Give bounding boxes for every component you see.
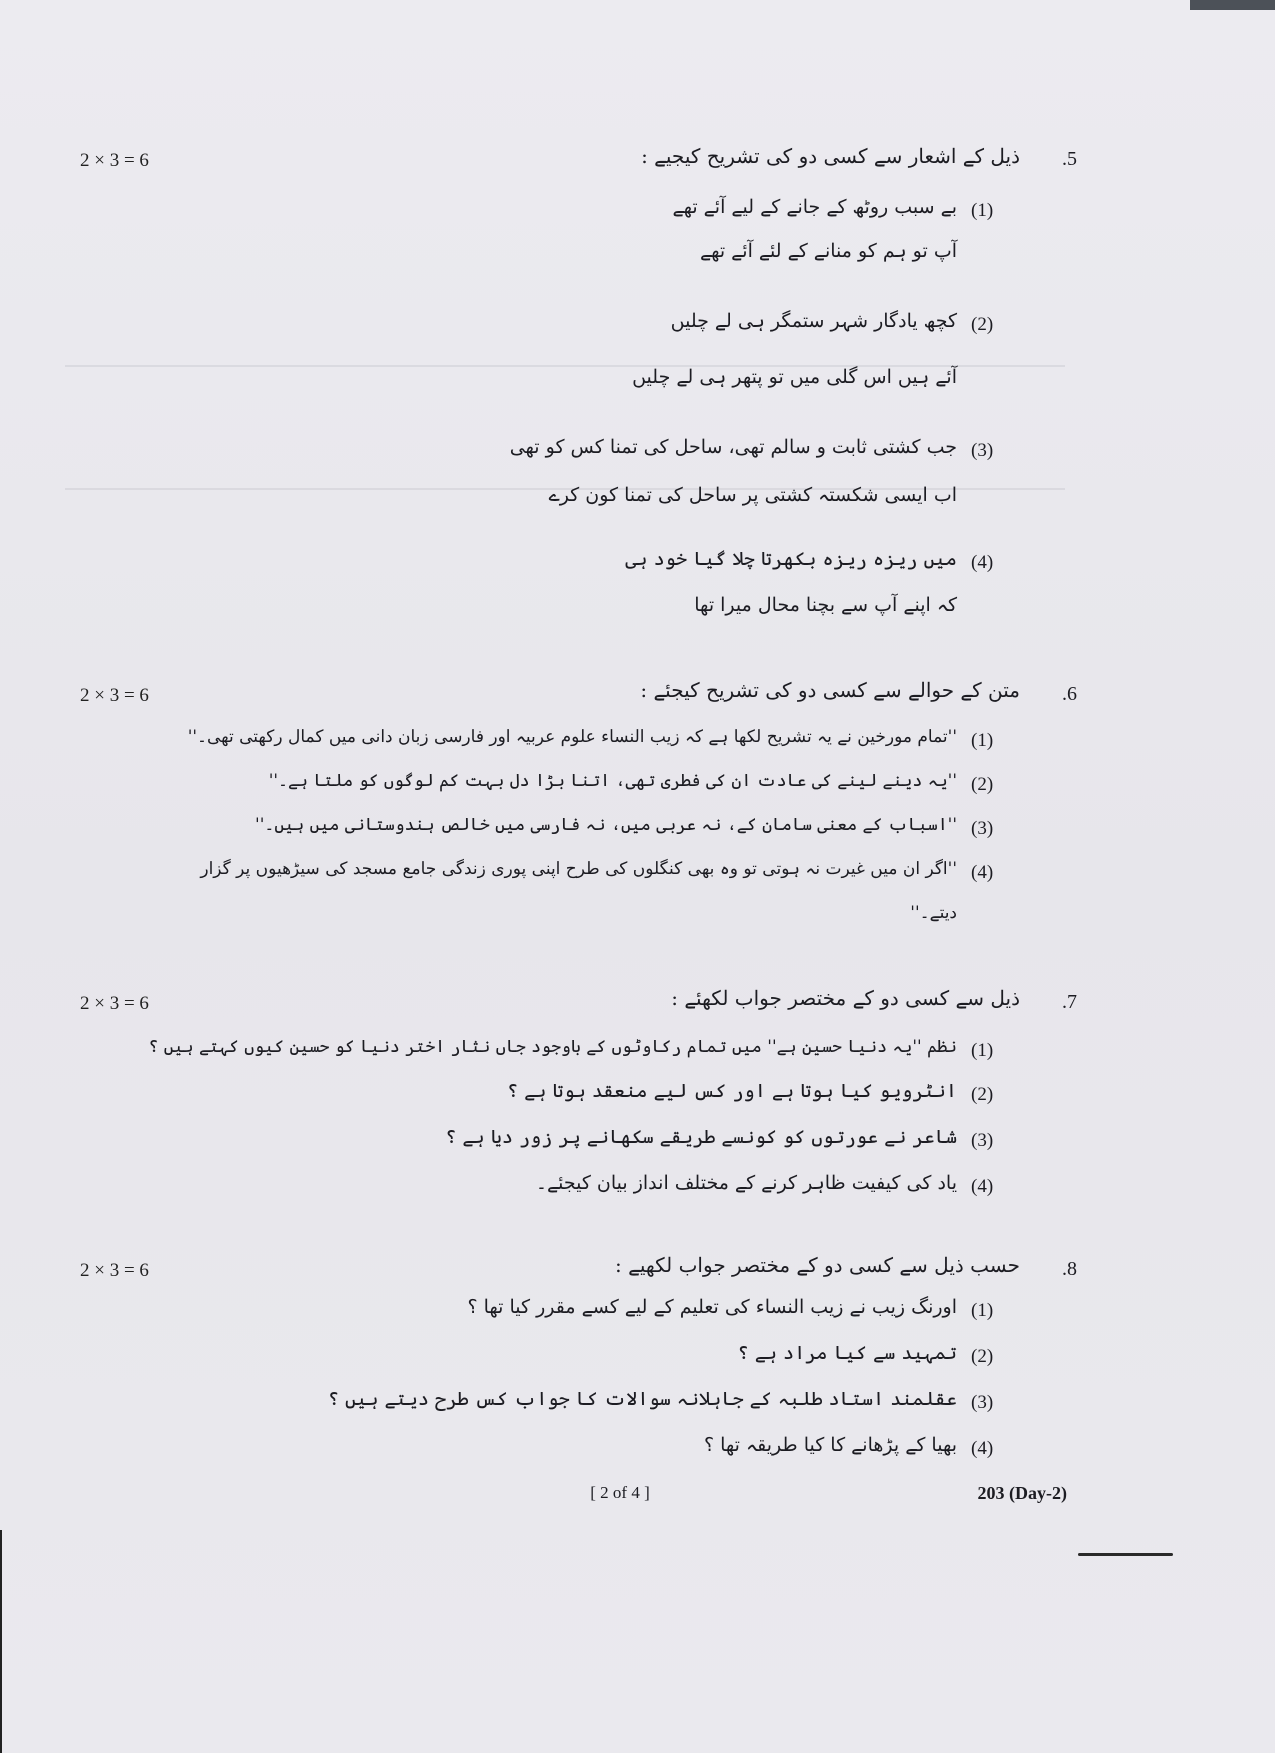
option-number: (3)	[971, 440, 994, 461]
verse-line: اب ایسی شکستہ کشتی پر ساحل کی تمنا کون کرے	[548, 484, 957, 506]
option-number: (2)	[971, 1346, 994, 1367]
marks-label: 2 × 3 = 6	[80, 150, 149, 171]
verse-line: کچھ یادگار شہر ستمگر ہی لے چلیں	[670, 310, 957, 332]
verse-line: کہ اپنے آپ سے بچنا محال میرا تھا	[694, 594, 957, 616]
option-number: (4)	[971, 862, 994, 883]
question-line: شاعر نے عورتوں کو کونسے طریقے سکھانے پر زور دیا ہے ؟	[445, 1126, 957, 1148]
marks-label: 2 × 3 = 6	[80, 993, 149, 1014]
verse-line: بے سبب روٹھ کے جانے کے لیے آئے تھے	[672, 196, 957, 218]
question-line: اورنگ زیب نے زیب النساء کی تعلیم کے لیے کسے مقرر کیا تھا ؟	[467, 1296, 957, 1318]
corner-scan-mark	[1190, 0, 1275, 10]
quote-line: ''اگر ان میں غیرت نہ ہوتی تو وہ بھی کنگلوں کی طرح اپنی پوری زندگی جامع مسجد کی سیڑھیوں پر گزار	[200, 859, 957, 879]
option-number: (2)	[971, 314, 994, 335]
pen-stroke	[1078, 1553, 1173, 1556]
option-number: (4)	[971, 552, 994, 573]
option-number: (1)	[971, 1300, 994, 1321]
question-number: .8	[1062, 1258, 1077, 1280]
option-number: (2)	[971, 774, 994, 795]
option-number: (1)	[971, 730, 994, 751]
question-heading: ذیل کے اشعار سے کسی دو کی تشریح کیجیے :	[641, 144, 1020, 168]
verse-line: جب کشتی ثابت و سالم تھی، ساحل کی تمنا کس کو تھی	[509, 436, 957, 458]
option-number: (2)	[971, 1084, 994, 1105]
question-line: بھیا کے پڑھانے کا کیا طریقہ تھا ؟	[704, 1434, 957, 1456]
quote-line: ''اسباب کے معنی سامان کے، نہ عربی میں، نہ فارسی میں خالص ہندوستانی میں ہیں۔''	[255, 815, 957, 835]
question-heading: متن کے حوالے سے کسی دو کی تشریح کیجئے :	[640, 678, 1020, 702]
question-line: یاد کی کیفیت ظاہر کرنے کے مختلف انداز بیان کیجئے۔	[535, 1172, 957, 1194]
question-line: نظم ''یہ دنیا حسین ہے'' میں تمام رکاوٹوں کے باوجود جاں نثار اختر دنیا کو حسین کیوں کہتے ہیں ؟	[148, 1037, 957, 1057]
option-number: (4)	[971, 1176, 994, 1197]
option-number: (1)	[971, 200, 994, 221]
quote-line: ''تمام مورخین نے یہ تشریح لکھا ہے کہ زیب النساء علوم عربیہ اور فارسی زبان دانی میں کمال رکھتی تھی۔''	[187, 727, 957, 747]
quote-line: دیتے۔''	[910, 903, 957, 923]
paper-code: 203 (Day-2)	[977, 1483, 1067, 1503]
option-number: (3)	[971, 1130, 994, 1151]
question-line: عقلمند استاد طلبہ کے جاہلانہ سوالات کا جواب کس طرح دیتے ہیں ؟	[327, 1388, 957, 1410]
scan-edge-line	[0, 1530, 2, 1753]
question-number: .6	[1062, 683, 1077, 705]
question-heading: ذیل سے کسی دو کے مختصر جواب لکھئے :	[671, 986, 1020, 1010]
question-line: انٹرویو کیا ہوتا ہے اور کس لیے منعقد ہوتا ہے ؟	[506, 1080, 957, 1102]
quote-line: ''یہ دینے لینے کی عادت ان کی فطری تھی، اتنا بڑا دل بہت کم لوگوں کو ملتا ہے۔''	[268, 771, 957, 791]
page-number: [ 2 of 4 ]	[590, 1483, 650, 1502]
question-line: تمہید سے کیا مراد ہے ؟	[737, 1342, 957, 1364]
verse-line: آپ تو ہم کو منانے کے لئے آئے تھے	[699, 240, 957, 262]
option-number: (3)	[971, 818, 994, 839]
option-number: (3)	[971, 1392, 994, 1413]
marks-label: 2 × 3 = 6	[80, 1260, 149, 1281]
verse-line: آئے ہیں اس گلی میں تو پتھر ہی لے چلیں	[632, 366, 957, 388]
question-heading: حسب ذیل سے کسی دو کے مختصر جواب لکھیے :	[615, 1253, 1020, 1277]
question-number: .5	[1062, 148, 1077, 170]
verse-line: میں ریزہ ریزہ بکھرتا چلا گیا خود ہی	[625, 548, 957, 570]
option-number: (1)	[971, 1040, 994, 1061]
marks-label: 2 × 3 = 6	[80, 685, 149, 706]
option-number: (4)	[971, 1438, 994, 1459]
question-number: .7	[1062, 991, 1077, 1013]
